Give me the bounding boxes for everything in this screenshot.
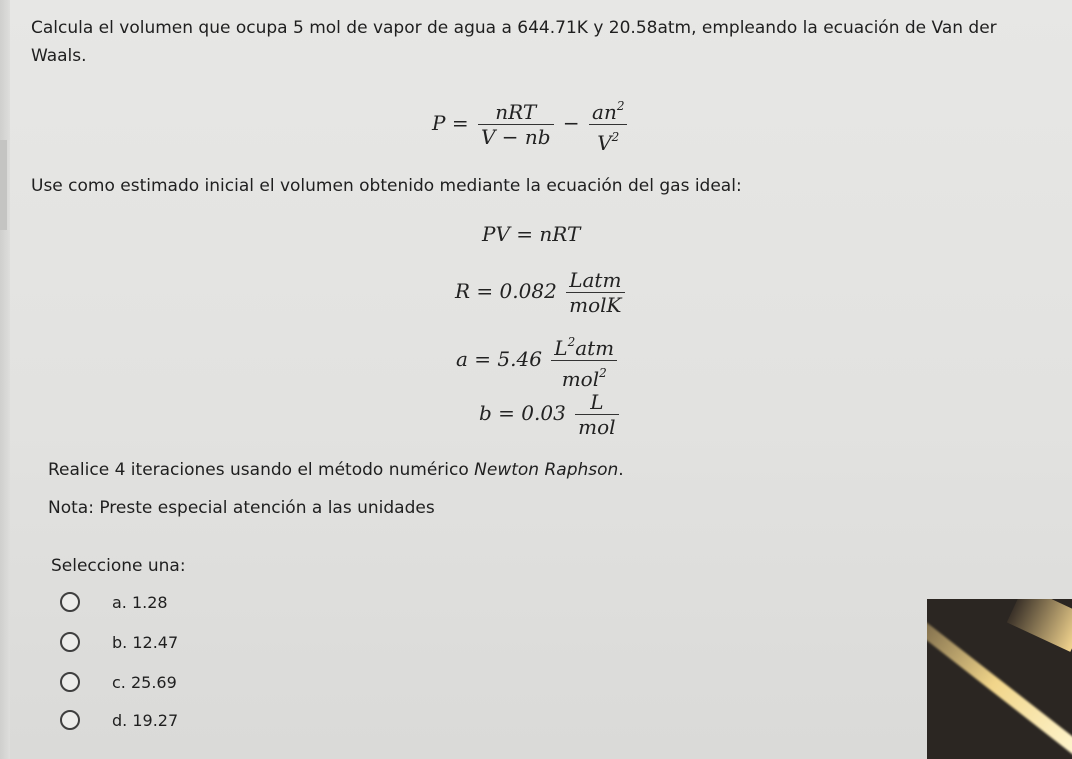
iterations-instruction: Realice 4 iteraciones usando el método numérico Newton Raphson. [48, 460, 624, 480]
vdw-lhs: P = [432, 111, 469, 135]
ideal-gas-intro: Use como estimado inicial el volumen obtenido mediante la ecuación del gas ideal: [31, 176, 742, 196]
option-d-radio[interactable] [60, 710, 80, 730]
units-note: Nota: Preste especial atención a las unidades [48, 498, 435, 518]
option-d-label[interactable]: d. 19.27 [112, 710, 179, 730]
a-constant: a = 5.46 $\frac{L^2atm}{mol^2}$ [456, 330, 620, 391]
option-b[interactable] [60, 630, 178, 654]
option-a-label[interactable]: a. 1.28 [112, 592, 168, 612]
option-a-radio[interactable] [60, 592, 80, 612]
option-d[interactable] [60, 708, 178, 732]
option-b-radio[interactable] [60, 632, 80, 652]
vdw-fraction-2 [589, 94, 627, 155]
scrollbar-thumb[interactable] [0, 140, 7, 230]
ideal-gas-equation: PV = nRT [482, 222, 581, 246]
option-c[interactable] [60, 670, 177, 694]
answer-prompt: Seleccione una: [51, 556, 186, 576]
vdw-numerator-1: nRT [478, 100, 554, 125]
option-c-label[interactable]: c. 25.69 [112, 672, 177, 692]
vdw-fraction-1 [478, 100, 554, 149]
left-edge [0, 0, 10, 759]
vdw-equation [432, 94, 630, 155]
question-text: Calcula el volumen que ocupa 5 mol de vapor de agua a 644.71K y 20.58atm, empleando la ecuación de Van der Waals. [31, 18, 997, 66]
vdw-denominator-1: V − nb [480, 125, 551, 149]
vdw-numerator-2: $an^2$ [589, 94, 627, 125]
option-a[interactable] [60, 590, 168, 614]
method-name: Newton Raphson [474, 460, 619, 480]
r-constant: R = 0.082 $\frac{\text{Latm}}{\text{molK}}$ [455, 268, 628, 317]
option-c-radio[interactable] [60, 672, 80, 692]
vdw-denominator-2: $V^2$ [597, 130, 620, 155]
b-constant: b = 0.03 $\frac{L}{\text{mol}}$ [479, 390, 622, 439]
light-glare-corner [927, 599, 1072, 759]
vdw-minus: − [562, 111, 580, 135]
option-b-label[interactable]: b. 12.47 [112, 632, 179, 652]
